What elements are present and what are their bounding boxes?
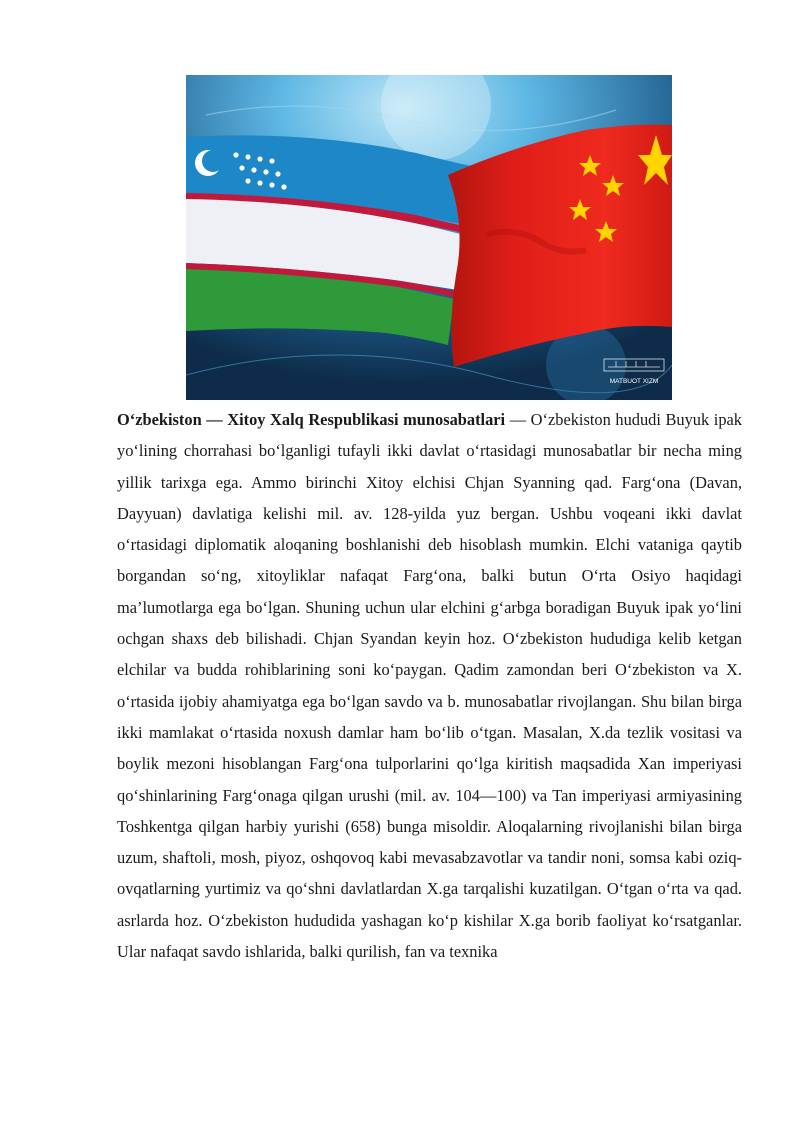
article-body: — O‘zbekiston hududi Buyuk ipak yo‘lining chorrahasi bo‘lganligi tufayli ikki davlat o‘rtasidagi munosabatlar bir necha ming yillik tarixga ega. Ammo birinchi Xitoy elchisi Chjan Syanning qad. Farg‘ona (Davan, Dayyuan) davlatiga kelishi mil. av. 128-yilda yuz bergan. Ushbu voqeani ikki davlat o‘rtasidagi diplomatik aloqaning boshlanishi deb hisoblash mumkin. Elchi vataniga qaytib borgandan so‘ng, xitoyliklar nafaqat Farg‘ona, balki butun O‘rta Osiyo haqidagi ma’lumotlarga ega bo‘lgan. Shuning uchun ular elchini g‘arbga boradigan Buyuk ipak yo‘lini ochgan shaxs deb bilishadi. Chjan Syandan keyin hoz. O‘zbekiston hududiga kelib ketgan elchilar va budda rohiblarining soni ko‘paygan. Qadim zamondan beri O‘zbekiston va X. o‘rtasida ijobiy ahamiyatga ega bo‘lgan savdo va b. munosabatlar rivojlangan. Shu bilan birga ikki mamlakat o‘rtasida noxush damlar ham bo‘lib o‘tgan. Masalan, X.da tezlik vositasi va boylik mezoni hisoblangan Farg‘ona tulporlarini qo‘lga kiritish maqsadida Xan imperiyasi qo‘shinlarining Farg‘onaga qilgan urushi (mil. av. 104—100) va Tan imperiyasi armiyasining Toshkentga qilgan harbiy yurishi (658) bunga misoldir. Aloqalarning rivojlanishi bilan birga uzum, shaftoli, mosh, piyoz, oshqovoq kabi mevasabzavotlar va tandir noni, somsa kabi oziq-ovqatlarning yurtimiz va qo‘shni davlatlardan X.ga tarqalishi kuzatilgan. O‘tgan o‘rta va qad. asrlarda hoz. O‘zbekiston hududida yashagan ko‘p kishilar X.ga borib faoliyat ko‘rsatganlar. Ular nafaqat savdo ishlarida, balki qurilish, fan va texnika bbox=[117, 410, 742, 962]
article-paragraph bbox=[117, 404, 742, 967]
watermark-text: MATBUOT XIZM bbox=[609, 378, 659, 385]
flags-illustration bbox=[186, 75, 672, 400]
article-title: O‘zbekiston — Xitoy Xalq Respublikasi munosabatlari bbox=[117, 410, 506, 429]
flags-image bbox=[186, 75, 672, 400]
uzbekistan-flag bbox=[186, 135, 476, 345]
